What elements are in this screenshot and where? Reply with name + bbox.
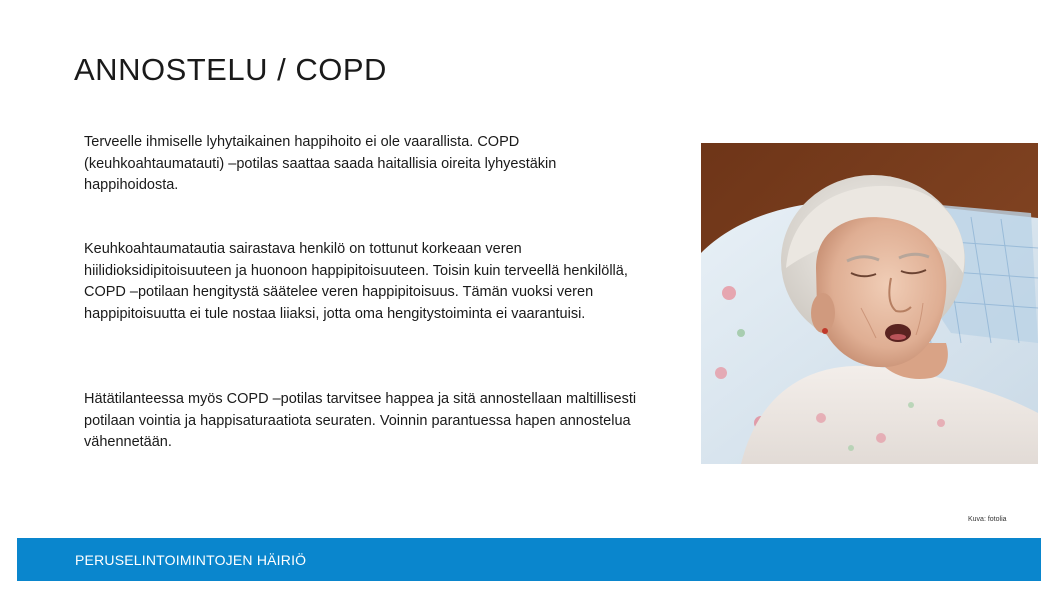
paragraph-3: Hätätilanteessa myös COPD –potilas tarvitsee happea ja sitä annostellaan maltillisesti potilaan vointia ja happisaturaatiota seuraten. Voinnin parantuessa hapen annostelua vähennetään. — [84, 391, 637, 450]
patient-photo-illustration — [701, 143, 1038, 464]
paragraph-1: Terveelle ihmiselle lyhytaikainen happihoito ei ole vaarallista. COPD (keuhkoahtaumatauti) –potilas saattaa saada haitallisia oireita lyhyestäkin happihoidosta. — [84, 134, 557, 193]
footer-bar — [17, 538, 1041, 581]
image-credit: Kuva: fotolia — [968, 516, 1007, 523]
patient-photo — [701, 143, 1038, 464]
footer-title: PERUSELINTOIMINTOJEN HÄIRIÖ — [75, 552, 307, 568]
paragraph-2: Keuhkoahtaumatautia sairastava henkilö on tottunut korkeaan veren hiilidioksidipitoisuuteen ja huonoon happipitoisuuteen. Toisin kuin terveellä henkilöllä, COPD –potilaan hengitystä säätelee veren happipitoisuus. Tämän vuoksi veren happipitoisuutta ei tule nostaa liiaksi, jotta oma hengitystoiminta ei vaarantuisi. — [84, 241, 628, 322]
slide-title: ANNOSTELU / COPD — [74, 52, 387, 87]
